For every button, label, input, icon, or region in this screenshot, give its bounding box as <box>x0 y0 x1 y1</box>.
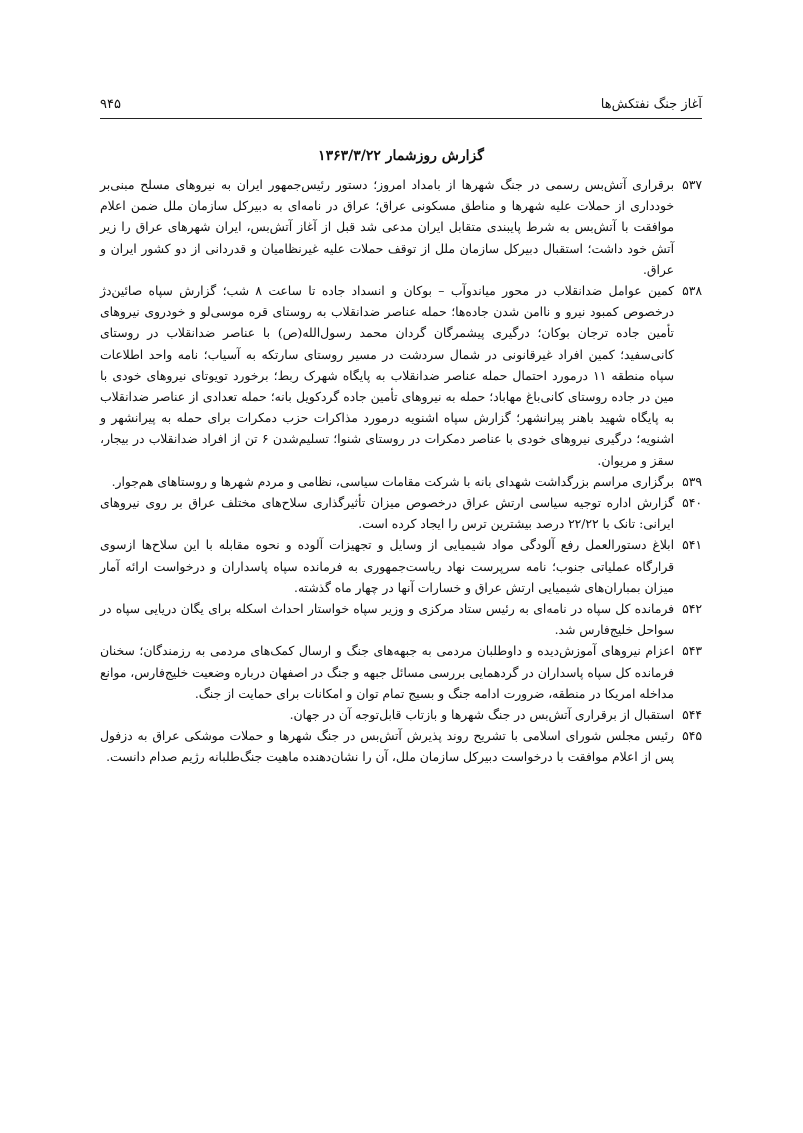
entry-number: ۵۴۱ <box>682 538 702 553</box>
entry-text: اعزام نیروهای آموزش‌دیده و داوطلبان مردمی به جبهه‌های جنگ و ارسال کمک‌های مردمی به رزمندگان؛ سخنان فرمانده کل سپاه پاسداران در گردهمایی بررسی مسائل جبهه و جنگ در اصفهان درباره وضعیت خلیج‌فارس، موانع مداخله امریکا در منطقه، ضرورت ادامه جنگ و بسیج تمام توان و امکانات برای حمایت از جنگ. <box>100 644 674 701</box>
entry-number: ۵۴۵ <box>682 729 702 744</box>
page-number: ۹۴۵ <box>100 97 121 112</box>
entry-539 <box>100 472 702 493</box>
entry-text: رئیس مجلس شورای اسلامی با تشریح روند پذیرش آتش‌بس در جنگ شهرها و حملات موشکی عراق به دزفول پس از اعلام موافقت با درخواست دبیرکل سازمان ملل، آن را نشان‌دهنده ماهیت جنگ‌طلبانه رژیم صدام دانست. <box>100 729 674 765</box>
entry-537 <box>100 175 702 281</box>
entry-544 <box>100 705 702 726</box>
entry-543 <box>100 641 702 705</box>
entry-text: فرمانده کل سپاه در نامه‌ای به رئیس ستاد مرکزی و وزیر سپاه خواستار احداث اسکله برای یگان دریایی سپاه در سواحل خلیج‌فارس شد. <box>100 602 674 638</box>
entry-text: ابلاغ دستورالعمل رفع آلودگی مواد شیمیایی از وسایل و تجهیزات آلوده و نحوه مقابله با این سلاح‌ها ازسوی قرارگاه عملیاتی جنوب؛ نامه سرپرست نهاد ریاست‌جمهوری به فرمانده سپاه پاسداران و درخواست ارائه آمار میزان بمباران‌های شیمیایی ارتش عراق و خسارات آنها در چهار ماه گذشته. <box>100 538 674 595</box>
entry-text: برگزاری مراسم بزرگداشت شهدای بانه با شرکت مقامات سیاسی، نظامی و مردم شهرها و روستاهای هم‌جوار. <box>111 474 674 489</box>
entry-number: ۵۴۰ <box>682 496 702 511</box>
entry-number: ۵۴۲ <box>682 602 702 617</box>
entry-number: ۵۳۹ <box>682 474 702 489</box>
entry-538 <box>100 281 702 472</box>
entry-number: ۵۳۷ <box>682 178 702 192</box>
report-title: گزارش روزشمار ۱۳۶۳/۳/۲۲ <box>318 148 484 164</box>
entry-list <box>100 175 702 769</box>
entry-541 <box>100 535 702 599</box>
running-header <box>100 88 702 114</box>
entry-text: برقراری آتش‌بس رسمی در جنگ شهرها از بامداد امروز؛ دستور رئیس‌جمهور ایران به نیروهای مسلح مبنی‌بر خودداری از حملات علیه شهرها و مناطق مسکونی عراق؛ عراق در نامه‌ای به دبیرکل سازمان ملل ضمن اعلام موافقت با آتش‌بس به شرط پایبندی متقابل ایران مدعی شد قبل از آغاز آتش‌بس، ایران شهرهای عراق را زیر آتش خود داشت؛ استقبال دبیرکل سازمان ملل از توقف حملات علیه غیرنظامیان و قدردانی از دو کشور ایران و عراق. <box>100 178 674 277</box>
entry-text: گزارش اداره توجیه سیاسی ارتش عراق درخصوص میزان تأثیرگذاری سلاح‌های مختلف عراق بر روی نیروهای ایرانی: تانک با ۲۲/۲۲ درصد بیشترین ترس را ایجاد کرده است. <box>100 496 674 532</box>
book-title: آغاز جنگ نفتکش‌ها <box>600 97 702 112</box>
entry-540 <box>100 493 702 535</box>
entry-number: ۵۴۴ <box>682 708 702 723</box>
entry-text: کمین عوامل ضدانقلاب در محور میاندوآب – بوکان و انسداد جاده تا ساعت ۸ شب؛ گزارش سپاه صائین‌دژ درخصوص کمبود نیرو و ناامن شدن جاده‌ها؛ حمله عناصر ضدانقلاب به روستای قره موسی‌لو و خودروی نیروهای تأمین جاده ترجان بوکان؛ درگیری پیشمرگان گردان محمد رسول‌الله(ص) با عناصر ضدانقلاب در روستای کانی‌سفید؛ کمین افراد غیرقانونی در شمال سردشت در مسیر روستای سارتکه به آسیاب؛ نامه واحد اطلاعات سپاه منطقه ۱۱ درمورد احتمال حمله عناصر ضدانقلاب به پایگاه شهرک ربط؛ برخورد تویوتای نیروهای خودی با مین در جاده روستای کانی‌باغ مهاباد؛ حمله به نیروهای تأمین جاده گردکویل بانه؛ حمله تعدادی از عناصر ضدانقلاب به پایگاه شهید باهنر پیرانشهر؛ گزارش سپاه اشنویه درمورد مذاکرات حزب دمکرات برای حمله به پیرانشهر و اشنویه؛ درگیری نیروهای خودی با عناصر دمکرات در روستای شنوا؛ تسلیم‌شدن ۶ تن از افراد ضدانقلاب در بیجار، سقز و مریوان. <box>100 284 674 468</box>
entry-number: ۵۳۸ <box>682 284 702 299</box>
header-divider <box>100 118 702 119</box>
entry-text: استقبال از برقراری آتش‌بس در جنگ شهرها و بازتاب قابل‌توجه آن در جهان. <box>289 708 674 723</box>
entry-545 <box>100 726 702 768</box>
entry-542 <box>100 599 702 641</box>
entry-number: ۵۴۳ <box>682 644 702 659</box>
